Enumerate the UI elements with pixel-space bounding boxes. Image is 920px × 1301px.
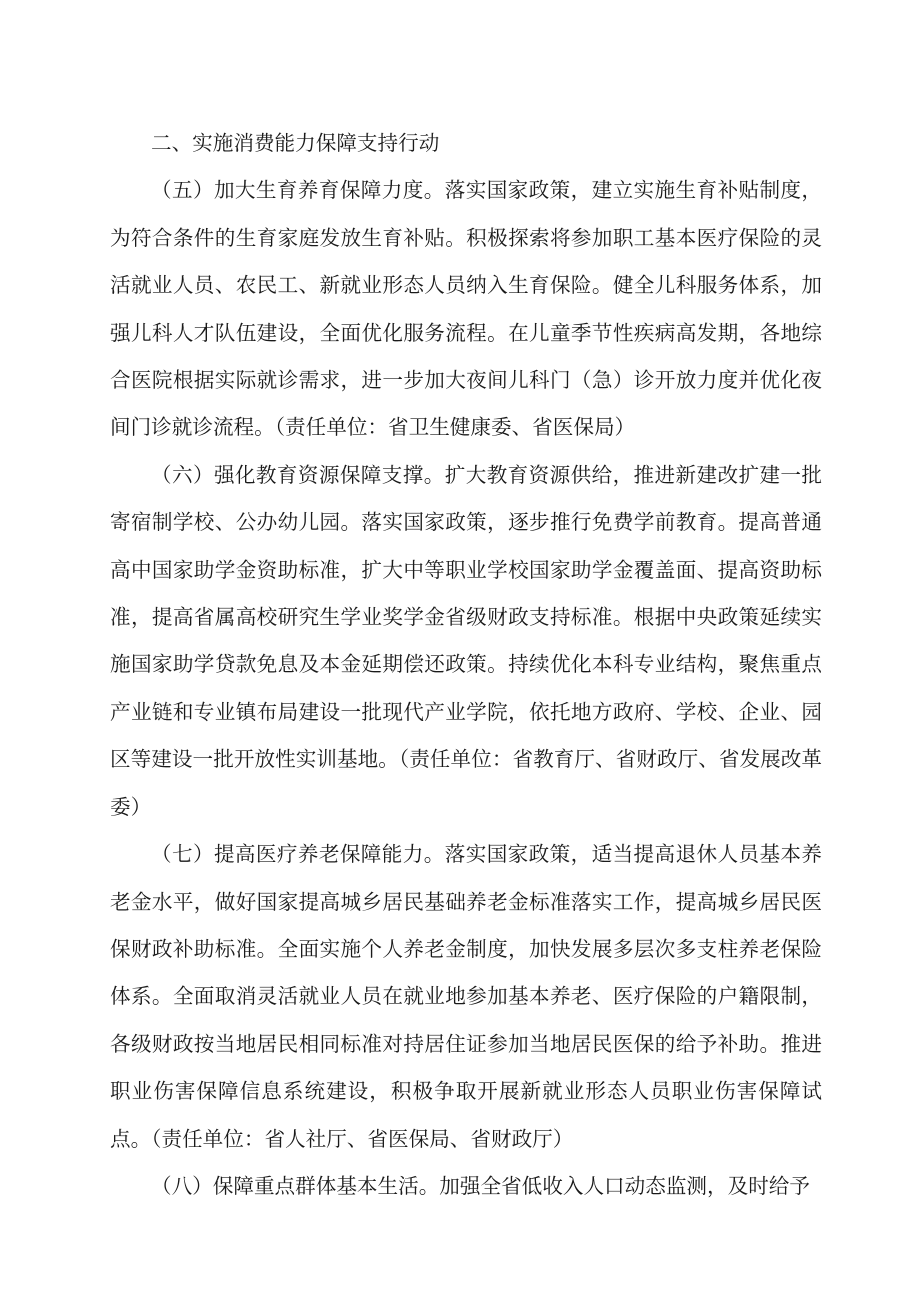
paragraph-7: （七）提高医疗养老保障能力。落实国家政策，适当提高退休人员基本养老金水平，做好国家提高城乡居民基础养老金标准落实工作，提高城乡居民医保财政补助标准。全面实施个人养老金制度，加快发展多层次多支柱养老保险体系。全面取消灵活就业人员在就业地参加基本养老、医疗保险的户籍限制，各级财政按当地居民相同标准对持居住证参加当地居民医保的给予补助。推进职业伤害保障信息系统建设，积极争取开展新就业形态人员职业伤害保障试点。（责任单位：省人社厅、省医保局、省财政厅）	[110, 842, 822, 1151]
document-body	[110, 120, 822, 1210]
paragraph-6: （六）强化教育资源保障支撑。扩大教育资源供给，推进新建改扩建一批寄宿制学校、公办幼儿园。落实国家政策，逐步推行免费学前教育。提高普通高中国家助学金资助标准，扩大中等职业学校国家助学金覆盖面、提高资助标准，提高省属高校研究生学业奖学金省级财政支持标准。根据中央政策延续实施国家助学贷款免息及本金延期偿还政策。持续优化本科专业结构，聚焦重点产业链和专业镇布局建设一批现代产业学院，依托地方政府、学校、企业、园区等建设一批开放性实训基地。（责任单位：省教育厅、省财政厅、省发展改革委）	[110, 462, 822, 819]
paragraph-8: （八）保障重点群体基本生活。加强全省低收入人口动态监测，及时给予	[151, 1173, 810, 1198]
paragraph-5: （五）加大生育养育保障力度。落实国家政策，建立实施生育补贴制度，为符合条件的生育家庭发放生育补贴。积极探索将参加职工基本医疗保险的灵活就业人员、农民工、新就业形态人员纳入生育保险。健全儿科服务体系，加强儿科人才队伍建设，全面优化服务流程。在儿童季节性疾病高发期，各地综合医院根据实际就诊需求，进一步加大夜间儿科门（急）诊开放力度并优化夜间门诊就诊流程。（责任单位：省卫生健康委、省医保局）	[110, 178, 822, 440]
section-heading: 二、实施消费能力保障支持行动	[151, 131, 440, 155]
